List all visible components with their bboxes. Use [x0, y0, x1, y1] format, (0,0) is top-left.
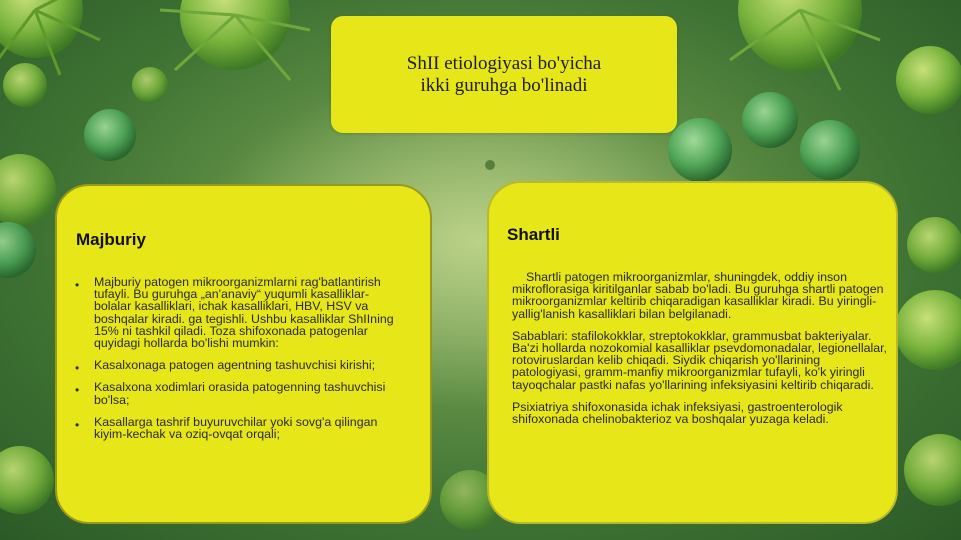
- paragraph: Psixiatriya shifoxonasida ichak infeksiyasi, gastroenterologik shifoxonada chelinobakterioz va boshqalar yuzaga keladi.: [512, 399, 843, 427]
- shartli-card: [487, 181, 898, 524]
- paragraph: Shartli patogen mikroorganizmlar, shuningdek, oddiy inson mikroflorasiga kiritilganlar sabab bo'ladi. Bu guruhga shartli patogen mikroorganizmlar keltirib chiqaradigan kasalliklar kiradi. Bu yiringli-yallig'lanish kasalliklari bilan belgilanadi.: [512, 270, 884, 321]
- majburiy-heading: Majburiy: [76, 230, 146, 249]
- paragraph: Sabablari: stafilokokklar, streptokokklar, grammusbat bakteriyalar. Ba'zi hollarda nozokomial kasalliklar psevdomonadalar, legionellalar, rotoviruslardan kelib chiqadi. Siydik chiqarish yo'llarining patologiyasi, gramm-manfiy mikroorganizmlar tufayli, ko'k yiringli tayoqchalar pastki nafas yo'llarining infeksiyasini keltirib chiqaradi.: [512, 328, 887, 392]
- bullet-item: • Majburiy patogen mikroorganizmlarni rag'batlantirish tufayli. Bu guruhga „an'anaviy“ yuqumli kasalliklar-bolalar kasalliklari, ichak kasalliklari, HBV, HSV va boshqalar kiradi. ga tegishli. Ushbu kasalliklar ShIIning 15% ni tashkil qiladi. Toza shifoxonada patogenlar quyidagi hollarda bo'lishi mumkin:: [75, 276, 405, 349]
- virus-particle-icon: [895, 290, 961, 506]
- virus-particle-icon: [160, 0, 310, 80]
- bullet-item: • Kasalxonaga patogen agentning tashuvchisi kirishi;: [75, 359, 405, 371]
- slide-title: [384, 53, 624, 97]
- virus-particle-icon: [0, 63, 54, 514]
- slide-title-box: [331, 16, 677, 133]
- bullet-item: • Kasallarga tashrif buyuruvchilar yoki sovg'a qilingan kiyim-kechak va oziq-ovqat orqali;: [75, 416, 405, 440]
- bullet-item: • Kasalxona xodimlari orasida patogenning tashuvchisi bo'lsa;: [75, 381, 405, 405]
- majburiy-card: [55, 184, 432, 524]
- slide-title-line-2: ikki guruhga bo'linadi: [420, 74, 588, 96]
- slide-title-line-1: ShII etiologiyasi bo'yicha: [406, 52, 602, 74]
- majburiy-body: [75, 276, 405, 450]
- virus-particle-icon: [0, 0, 100, 75]
- shartli-heading: Shartli: [507, 225, 560, 244]
- shartli-body: [512, 271, 890, 435]
